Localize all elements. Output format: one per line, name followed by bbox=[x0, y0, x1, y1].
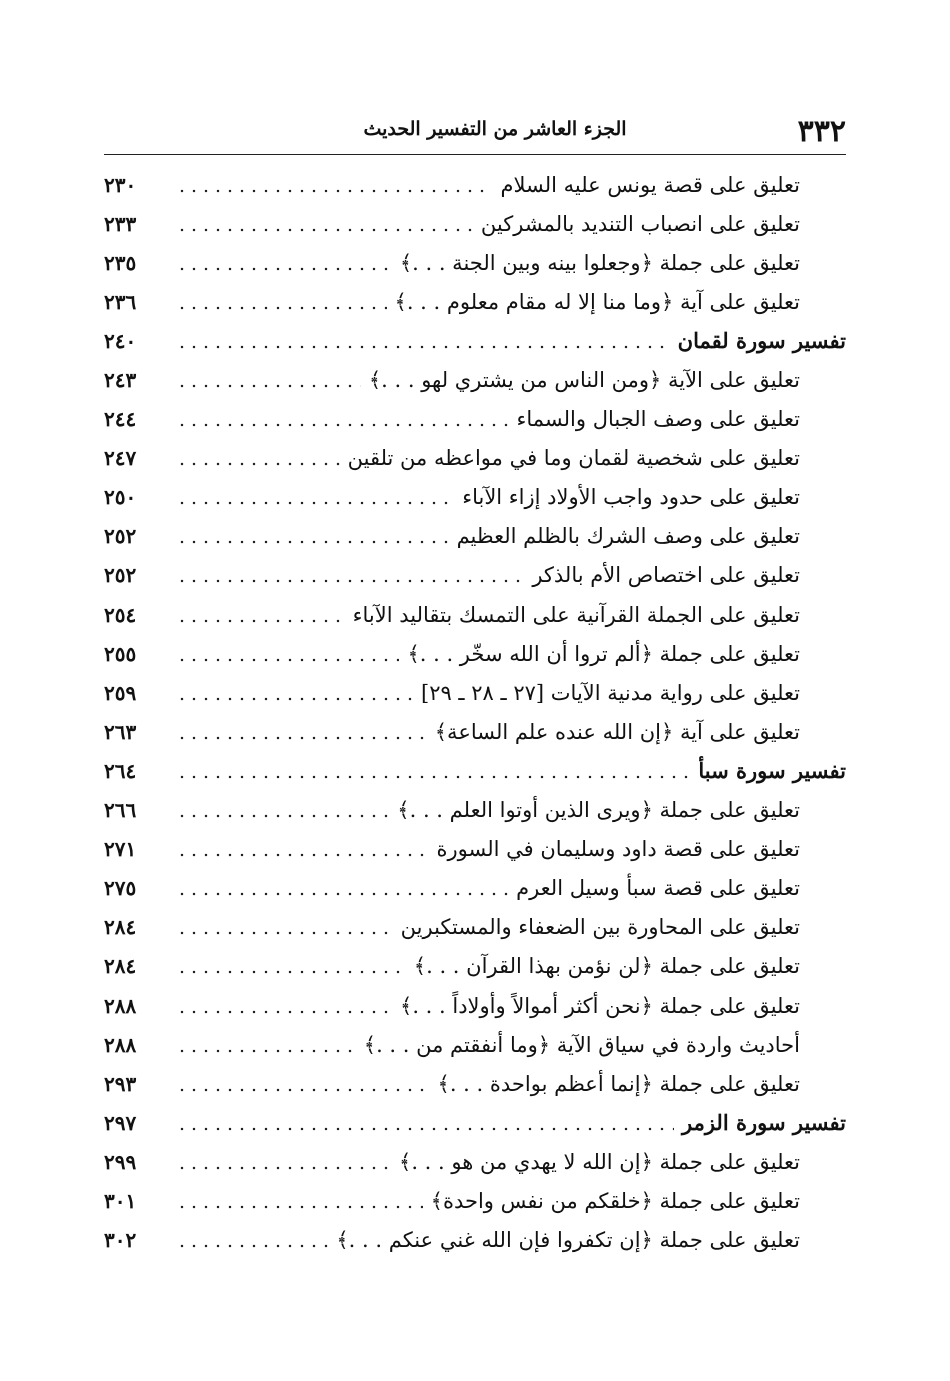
toc-page-number: ٢٥٤ bbox=[104, 602, 137, 627]
toc-section-heading bbox=[104, 1103, 846, 1142]
toc-entry-title: تفسير سورة لقمان bbox=[677, 327, 846, 353]
toc-page-number: ٢٦٣ bbox=[104, 719, 137, 744]
toc-entry-title: تعليق على جملة ﴿ألم تروا أن الله سخّر . . .﴾ bbox=[407, 641, 800, 666]
toc-entry-title: تعليق على جملة ﴿إن تكفروا فإن الله غني عنكم . . .﴾ bbox=[336, 1228, 800, 1253]
leader-dots bbox=[176, 189, 492, 193]
toc-entry bbox=[104, 478, 846, 517]
leader-dots bbox=[176, 736, 427, 740]
leader-dots bbox=[176, 267, 392, 271]
toc-entry-title: تعليق على قصة يونس عليه السلام bbox=[500, 172, 800, 197]
leader-dots bbox=[176, 462, 340, 466]
toc-entry-title: تعليق على وصف الشرك بالظلم العظيم bbox=[456, 524, 800, 549]
leader-dots bbox=[176, 931, 393, 935]
toc-entry-title: تعليق على قصة داود وسليمان في السورة bbox=[436, 837, 800, 862]
toc-page-number: ٢٤٠ bbox=[104, 328, 137, 353]
leader-dots bbox=[176, 892, 508, 896]
toc-entry bbox=[104, 556, 846, 595]
toc-page-number: ٢٨٤ bbox=[104, 915, 137, 940]
toc-entry-title: تعليق على جملة ﴿لن نؤمن بهذا القرآن . . .﴾ bbox=[413, 954, 800, 979]
toc-page-number: ٢٩٩ bbox=[104, 1149, 137, 1174]
leader-dots bbox=[176, 306, 387, 310]
toc-page-number: ٢٥٥ bbox=[104, 641, 137, 666]
leader-dots bbox=[176, 540, 449, 544]
toc-page-number: ٢٨٨ bbox=[104, 1032, 137, 1057]
toc-page-number: ٣٠١ bbox=[104, 1188, 137, 1213]
leader-dots bbox=[176, 1244, 328, 1248]
toc-page-number: ٢٥٠ bbox=[104, 485, 137, 510]
toc-entry bbox=[104, 595, 846, 634]
toc-entry bbox=[104, 1181, 846, 1220]
toc-page-number: ٢٤٧ bbox=[104, 446, 137, 471]
toc-page-number: ٢٥٢ bbox=[104, 524, 137, 549]
toc-entry-title: تعليق على المحاورة بين الضعفاء والمستكبرين bbox=[400, 915, 800, 940]
toc-entry-title: تعليق على جملة ﴿إنما أعظم بواحدة . . .﴾ bbox=[437, 1071, 800, 1096]
table-of-contents bbox=[104, 165, 846, 1260]
toc-page-number: ٢٦٦ bbox=[104, 798, 137, 823]
toc-entry bbox=[104, 908, 846, 947]
page-header bbox=[104, 108, 846, 154]
toc-page-number: ٣٠٢ bbox=[104, 1228, 137, 1253]
leader-dots bbox=[176, 697, 413, 701]
toc-page-number: ٢٤٤ bbox=[104, 407, 137, 432]
page-number: ٣٣٢ bbox=[797, 114, 846, 149]
leader-dots bbox=[176, 579, 524, 583]
toc-entry-title: تعليق على شخصية لقمان وما في مواعظه من تلقين bbox=[347, 446, 800, 471]
leader-dots bbox=[176, 1127, 674, 1131]
toc-entry-title: تعليق على آية ﴿وما منا إلا له مقام معلوم . . .﴾ bbox=[394, 289, 800, 314]
toc-page-number: ٢٣٣ bbox=[104, 211, 137, 236]
toc-entry bbox=[104, 1221, 846, 1260]
toc-page-number: ٢٤٣ bbox=[104, 368, 137, 393]
toc-entry bbox=[104, 869, 846, 908]
leader-dots bbox=[176, 970, 406, 974]
toc-entry bbox=[104, 986, 846, 1025]
toc-entry-title: تعليق على جملة ﴿نحن أكثر أموالاً وأولاداً . . .﴾ bbox=[400, 993, 800, 1018]
toc-entry bbox=[104, 400, 846, 439]
leader-dots bbox=[176, 775, 690, 779]
toc-entry-title: تعليق على حدود واجب الأولاد إزاء الآباء bbox=[462, 485, 800, 510]
toc-entry-title: تعليق على جملة ﴿خلقكم من نفس واحدة﴾ bbox=[430, 1188, 800, 1213]
toc-page-number: ٢٧١ bbox=[104, 837, 137, 862]
toc-entry bbox=[104, 517, 846, 556]
toc-entry bbox=[104, 673, 846, 712]
toc-entry bbox=[104, 243, 846, 282]
leader-dots bbox=[176, 1088, 430, 1092]
toc-page-number: ٢٧٥ bbox=[104, 876, 137, 901]
toc-entry bbox=[104, 947, 846, 986]
toc-entry-title: تعليق على رواية مدنية الآيات [٢٧ ـ ٢٨ ـ ٢٩] bbox=[420, 680, 800, 705]
toc-page-number: ٢٨٨ bbox=[104, 993, 137, 1018]
toc-page-number: ٢٥٢ bbox=[104, 563, 137, 588]
toc-entry-title: تعليق على اختصاص الأم بالذكر bbox=[532, 563, 800, 588]
toc-page-number: ٢٣٥ bbox=[104, 250, 137, 275]
toc-entry bbox=[104, 830, 846, 869]
toc-entry-title: تعليق على جملة ﴿ويرى الذين أوتوا العلم . . .﴾ bbox=[397, 798, 800, 823]
toc-entry-title: تعليق على جملة ﴿وجعلوا بينه وبين الجنة . . .﴾ bbox=[399, 250, 800, 275]
toc-entry-title: أحاديث واردة في سياق الآية ﴿وما أنفقتم من . . .﴾ bbox=[363, 1032, 800, 1057]
toc-section-heading bbox=[104, 321, 846, 360]
toc-entry bbox=[104, 712, 846, 751]
leader-dots bbox=[176, 658, 399, 662]
toc-entry bbox=[104, 282, 846, 321]
toc-page-number: ٢٨٤ bbox=[104, 954, 137, 979]
toc-entry-title: تفسير سورة الزمر bbox=[682, 1109, 846, 1135]
header-rule bbox=[104, 154, 846, 155]
toc-entry bbox=[104, 165, 846, 204]
toc-entry bbox=[104, 1064, 846, 1103]
toc-entry-title: تفسير سورة سبأ bbox=[698, 757, 846, 783]
toc-entry-title: تعليق على الآية ﴿ومن الناس من يشتري لهو . . .﴾ bbox=[368, 368, 800, 393]
leader-dots bbox=[176, 423, 509, 427]
toc-page-number: ٢٩٧ bbox=[104, 1110, 137, 1135]
toc-entry bbox=[104, 791, 846, 830]
leader-dots bbox=[176, 345, 670, 349]
toc-entry-title: تعليق على آية ﴿إن الله عنده علم الساعة﴾ bbox=[434, 719, 800, 744]
leader-dots bbox=[176, 384, 361, 388]
toc-page-number: ٢٣٦ bbox=[104, 289, 137, 314]
toc-entry bbox=[104, 634, 846, 673]
toc-page-number: ٢٩٣ bbox=[104, 1071, 137, 1096]
toc-page-number: ٢٦٤ bbox=[104, 758, 137, 783]
toc-entry bbox=[104, 360, 846, 399]
toc-entry bbox=[104, 1025, 846, 1064]
running-title: الجزء العاشر من التفسير الحديث bbox=[363, 118, 627, 140]
toc-entry-title: تعليق على وصف الجبال والسماء bbox=[516, 407, 800, 432]
toc-entry-title: تعليق على جملة ﴿إن الله لا يهدي من هو . . .﴾ bbox=[399, 1149, 800, 1174]
toc-entry bbox=[104, 1142, 846, 1181]
toc-entry-title: تعليق على قصة سبأ وسيل العرم bbox=[516, 876, 800, 901]
toc-page-number: ٢٣٠ bbox=[104, 172, 137, 197]
leader-dots bbox=[176, 501, 454, 505]
toc-entry bbox=[104, 439, 846, 478]
leader-dots bbox=[176, 228, 473, 232]
leader-dots bbox=[176, 1166, 391, 1170]
toc-entry bbox=[104, 204, 846, 243]
toc-section-heading bbox=[104, 751, 846, 790]
leader-dots bbox=[176, 853, 429, 857]
leader-dots bbox=[176, 619, 345, 623]
leader-dots bbox=[176, 1049, 356, 1053]
toc-entry-title: تعليق على الجملة القرآنية على التمسك بتقاليد الآباء bbox=[352, 602, 800, 627]
toc-entry-title: تعليق على انصباب التنديد بالمشركين bbox=[480, 211, 800, 236]
leader-dots bbox=[176, 1010, 392, 1014]
leader-dots bbox=[176, 814, 389, 818]
leader-dots bbox=[176, 1205, 423, 1209]
toc-page-number: ٢٥٩ bbox=[104, 680, 137, 705]
